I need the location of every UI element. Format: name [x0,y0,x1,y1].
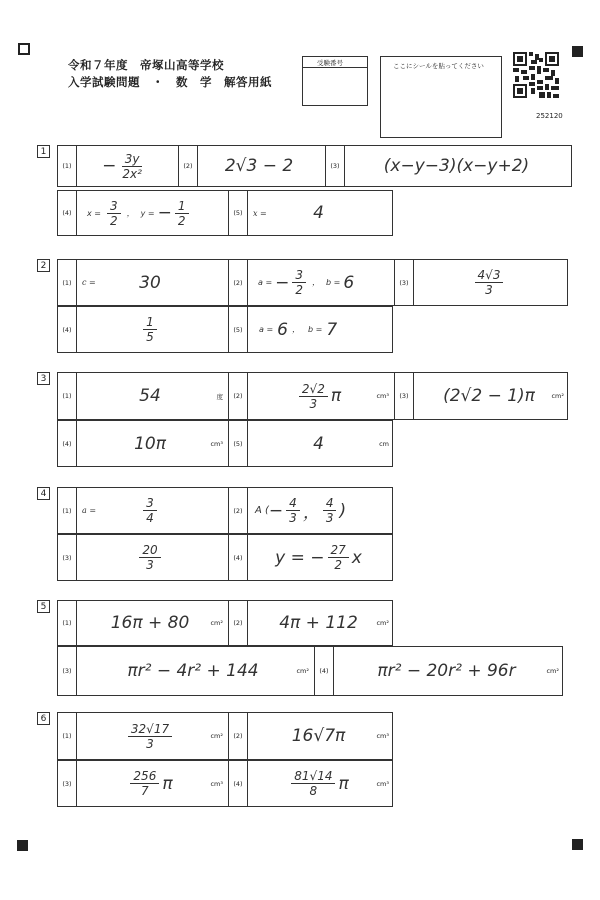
answer-value [78,488,222,533]
sub-question-label: (2) [179,146,198,186]
registration-mark-bottom-right [572,839,583,850]
answer-row [57,534,393,581]
sub-question-label: (3) [58,761,77,806]
fraction-denominator: 2 [295,283,304,297]
answer-value [249,421,388,466]
question-number-1: 1 [37,145,50,158]
answer-cell-3-1[interactable] [58,373,228,419]
fraction-denominator: 3 [485,283,493,297]
answer-text: (x−y−3)(x−y+2) [383,156,530,176]
exam-number-label: 受験番号 [317,59,343,67]
answer-value [249,260,388,305]
fraction [475,268,504,297]
fraction [291,769,335,798]
fraction-numerator: 2√2 [299,382,328,397]
answer-cell-1-2[interactable] [178,146,325,186]
answer-row [57,372,568,420]
answer-unit: cm² [296,667,309,675]
fraction-numerator: 1 [143,315,157,330]
sub-question-label: (2) [229,373,248,419]
answer-cell-6-2[interactable] [228,713,394,759]
answer-sign: − [268,500,284,521]
answer-unit: 度 [216,392,223,401]
answer-prefix: a = [82,506,97,515]
sub-question-label: (2) [229,601,248,645]
fraction [119,152,145,181]
answer-cell-3-3[interactable] [394,373,569,419]
answer-sign: − [157,203,172,223]
fraction-numerator: 81√14 [291,769,335,784]
answer-value [249,601,388,645]
answer-cell-5-4[interactable] [314,647,564,695]
answer-unit: cm [379,439,389,448]
answer-value [346,146,567,186]
qr-code-icon [513,52,559,98]
fraction [292,268,306,297]
fraction-denominator: 8 [309,784,318,798]
answer-cell-2-2[interactable] [228,260,394,305]
answer-row [57,190,393,236]
answer-text: 2√3 − 2 [224,156,294,176]
fraction [328,543,349,572]
answer-value [249,761,388,806]
answer-unit: cm² [551,392,564,400]
answer-prefix: x = [253,208,267,218]
sub-question-label: (4) [58,191,77,235]
answer-value [78,761,222,806]
answer-cell-4-1[interactable] [58,488,228,533]
answer-cell-2-3[interactable] [394,260,569,305]
fraction [107,199,121,228]
sub-question-label: (3) [58,535,77,580]
sub-question-label: (1) [58,488,77,533]
sub-question-label: (3) [395,373,414,419]
b-prefix: b = [326,278,341,287]
answer-value [78,146,172,186]
answer-row [57,145,572,187]
b-prefix: b = [307,325,323,334]
sticker-label: ここにシールを貼ってください [393,62,484,70]
fraction-numerator: 3 [292,268,306,283]
answer-value [78,713,222,759]
fraction-numerator: 256 [130,769,159,784]
answer-value [78,260,222,305]
sub-question-label: (2) [229,488,248,533]
answer-text: 10π [134,433,166,454]
answer-unit: cm² [210,732,223,740]
fraction [143,496,157,525]
answer-value [249,373,388,419]
question-number-2: 2 [37,259,50,272]
answer-row [57,712,393,760]
question-number-6: 6 [37,712,50,725]
sub-question-label: (5) [229,307,248,352]
answer-row [57,420,393,467]
answer-text: (2√2 − 1)π [443,386,535,406]
answer-value [78,307,222,352]
fraction-denominator: 2x² [122,166,142,181]
answer-value [78,601,222,645]
sub-question-label: (4) [58,421,77,466]
answer-cell-5-3[interactable] [58,647,314,695]
question-number-3: 3 [37,372,50,385]
answer-text: 54 [139,386,161,406]
answer-value [249,535,388,580]
fraction [299,382,328,411]
a-prefix: a = [258,278,273,287]
sub-question-label: (2) [229,260,248,305]
fraction-denominator: 3 [325,511,334,525]
sub-question-label: (3) [58,647,77,695]
answer-unit: cm³ [210,439,223,448]
sub-question-label: (4) [229,535,248,580]
answer-cell-6-1[interactable] [58,713,228,759]
fraction-denominator: 2 [109,213,118,228]
answer-unit: cm³ [376,779,389,788]
fraction-denominator: 7 [141,784,149,798]
answer-pi: π [330,386,342,406]
sub-question-label: (4) [58,307,77,352]
sub-question-label: (3) [326,146,345,186]
answer-prefix: c = [82,278,96,287]
answer-row [57,760,393,807]
sub-question-label: (1) [58,713,77,759]
answer-cell-4-3[interactable] [58,535,228,580]
a-prefix: a = [259,325,274,334]
answer-text: 4 [313,433,324,454]
registration-mark-bottom-left [17,840,28,851]
answer-value [199,146,319,186]
question-number-4: 4 [37,487,50,500]
answer-cell-1-1[interactable] [58,146,178,186]
answer-value [249,191,388,235]
fraction-numerator: 3 [143,496,157,511]
sub-question-label: (4) [315,647,334,695]
fraction-numerator: 4 [323,496,337,511]
b-value: 7 [326,319,338,340]
b-value: 6 [343,272,355,293]
answer-pi: π [338,773,349,794]
sub-question-label: (1) [58,260,77,305]
answer-cell-4-4[interactable] [228,535,394,580]
fraction-denominator: 2 [177,213,186,228]
answer-value [249,713,388,759]
answer-cell-5-1[interactable] [58,601,228,645]
answer-cell-1-5[interactable] [228,191,394,235]
answer-cell-5-2[interactable] [228,601,394,645]
fraction-numerator: 4 [286,496,300,511]
sub-question-label: (3) [395,260,414,305]
answer-text: πr² − 4r² + 144 [127,661,259,681]
answer-row [57,646,563,696]
answer-unit: cm³ [210,779,223,788]
fraction [323,496,337,525]
a-value: 6 [277,319,288,340]
title-line-2: 入学試験問題 ・ 数 学 解答用紙 [68,75,272,89]
separator: ， [312,278,321,287]
answer-cell-2-1[interactable] [58,260,228,305]
title-line-1: 令和７年度 帝塚山高等学校 [68,58,224,72]
answer-lhs: y = − [275,547,325,568]
registration-mark-top-left [18,43,30,55]
answer-value [335,647,558,695]
fraction-numerator: 3 [107,199,121,214]
question-number-5: 5 [37,600,50,613]
answer-cell-1-4[interactable] [58,191,228,235]
answer-text: 4π + 112 [279,613,358,633]
answer-cell-2-5[interactable] [228,307,394,352]
answer-value [78,647,308,695]
registration-mark-top-right [572,46,583,57]
sub-question-label: (4) [229,761,248,806]
separator: ， [126,208,135,218]
fraction [286,496,300,525]
answer-cell-6-3[interactable] [58,761,228,806]
separator: ， [291,325,300,334]
fraction-numerator: 27 [328,543,349,558]
answer-cell-2-4[interactable] [58,307,228,352]
answer-cell-4-2[interactable] [228,488,394,533]
sub-question-label: (5) [229,421,248,466]
sub-question-label: (2) [229,713,248,759]
separator: ， [302,503,320,523]
fraction-numerator: 20 [139,543,160,558]
answer-value [415,373,563,419]
exam-number-box[interactable] [302,56,368,106]
sheet-code: 252120 [536,112,563,120]
fraction-denominator: 2 [334,558,342,572]
answer-text: πr² − 20r² + 96r [377,661,516,681]
answer-unit: cm² [546,667,559,675]
fraction [130,769,159,798]
fraction-denominator: 3 [289,511,297,525]
fraction-numerator: 4√3 [475,268,504,283]
answer-cell-1-3[interactable] [325,146,573,186]
point-close: ) [339,500,347,521]
answer-unit: cm² [376,619,389,627]
point-label: A ( [255,505,269,516]
answer-cell-3-2[interactable] [228,373,394,419]
answer-row [57,600,393,646]
answer-row [57,306,393,353]
fraction-numerator: 3y [122,152,143,167]
fraction-numerator: 32√17 [128,722,172,737]
fraction-denominator: 5 [146,330,154,344]
fraction [139,543,160,572]
fraction-numerator: 1 [175,199,189,214]
answer-value [249,307,388,352]
fraction-denominator: 3 [146,558,154,572]
fraction [175,199,189,228]
y-prefix: y = [140,208,155,218]
answer-unit: cm² [210,619,223,627]
answer-value [78,421,222,466]
answer-cell-3-5[interactable] [228,421,394,466]
answer-cell-3-4[interactable] [58,421,228,466]
answer-value [78,535,222,580]
fraction-denominator: 4 [146,511,154,525]
answer-value [415,260,563,305]
answer-cell-6-4[interactable] [228,761,394,806]
answer-value [249,488,388,533]
answer-tail: x [351,547,362,568]
fraction-denominator: 3 [309,396,318,411]
x-prefix: x = [87,208,101,218]
sub-question-label: (1) [58,373,77,419]
answer-unit: cm³ [376,392,389,400]
answer-value [78,191,222,235]
sticker-area [380,56,502,138]
answer-pi: π [162,773,173,794]
answer-unit: cm³ [376,732,389,740]
sub-question-label: (1) [58,146,77,186]
answer-sign: − [102,156,117,176]
fraction [143,315,157,344]
answer-sign: − [275,272,290,293]
answer-row [57,259,568,306]
fraction-denominator: 3 [146,736,154,751]
answer-value [78,373,222,419]
sub-question-label: (1) [58,601,77,645]
answer-text: 4 [313,203,324,223]
answer-row [57,487,393,534]
answer-text: 30 [139,272,161,293]
answer-text: 16π + 80 [110,613,190,633]
fraction [128,722,172,751]
sub-question-label: (5) [229,191,248,235]
answer-text: 16√7π [291,726,346,746]
